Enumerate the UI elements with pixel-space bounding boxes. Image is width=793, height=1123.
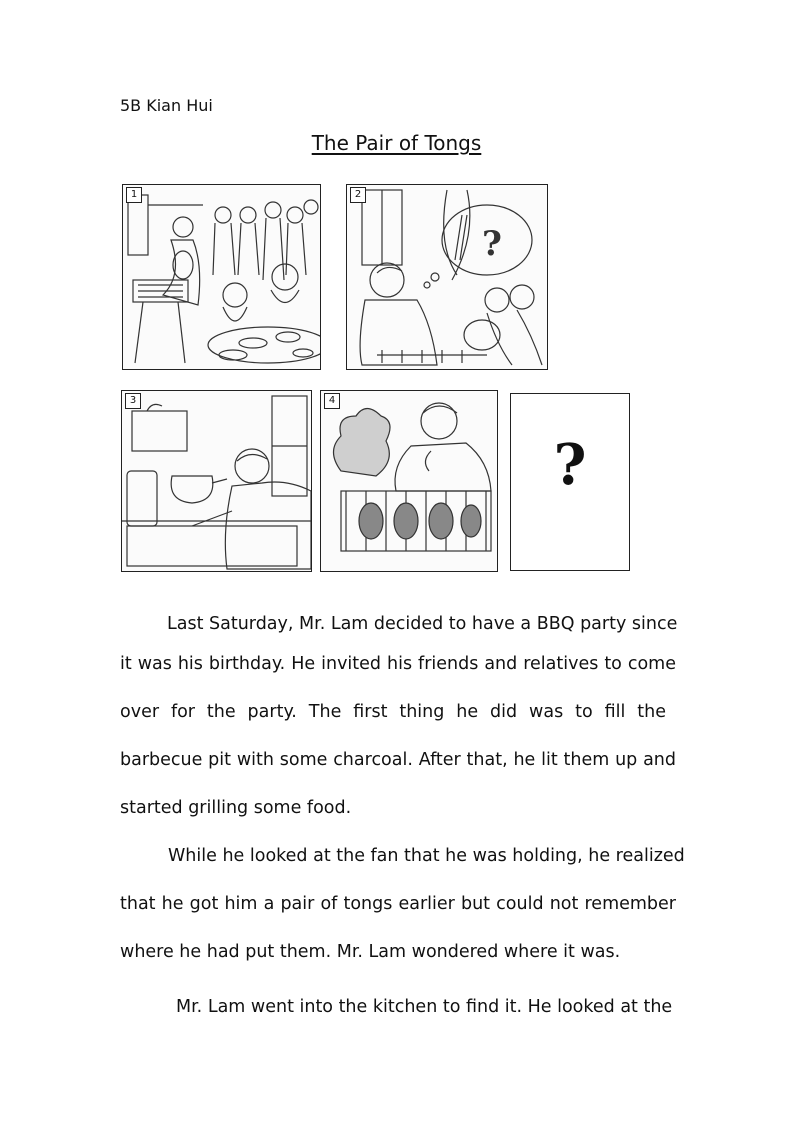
story-line: barbecue pit with some charcoal. After that, he lit them up and — [120, 750, 676, 770]
comic-panel-1 — [122, 184, 321, 370]
story-line: that he got him a pair of tongs earlier but could not remember — [120, 894, 676, 914]
story-line: Mr. Lam went into the kitchen to find it. He looked at the — [176, 997, 673, 1017]
thought-question-mark: ? — [482, 224, 502, 264]
panel-number: 3 — [125, 393, 141, 409]
story-line: Last Saturday, Mr. Lam decided to have a BBQ party since — [167, 614, 678, 634]
page-title: The Pair of Tongs — [311, 131, 482, 155]
comic-panel-4 — [320, 390, 498, 572]
story-line: over for the party. The first thing he did was to fill the — [120, 702, 666, 722]
question-mark-symbol: ? — [553, 432, 587, 498]
panel-1-illustration — [123, 185, 320, 369]
story-line: where he had put them. Mr. Lam wondered where it was. — [120, 942, 621, 962]
story-line: started grilling some food. — [120, 798, 352, 818]
panel-3-illustration — [122, 391, 311, 571]
mystery-panel — [510, 393, 630, 571]
panel-number: 1 — [126, 187, 142, 203]
comic-panel-3 — [121, 390, 312, 572]
panel-number: 2 — [350, 187, 366, 203]
panel-4-illustration — [321, 391, 497, 571]
comic-panel-2 — [346, 184, 548, 370]
panel-number: 4 — [324, 393, 340, 409]
story-line: While he looked at the fan that he was holding, he realized — [168, 846, 685, 866]
story-line: it was his birthday. He invited his friends and relatives to come — [120, 654, 676, 674]
author-label: 5B Kian Hui — [120, 96, 213, 115]
panel-2-illustration — [347, 185, 547, 369]
